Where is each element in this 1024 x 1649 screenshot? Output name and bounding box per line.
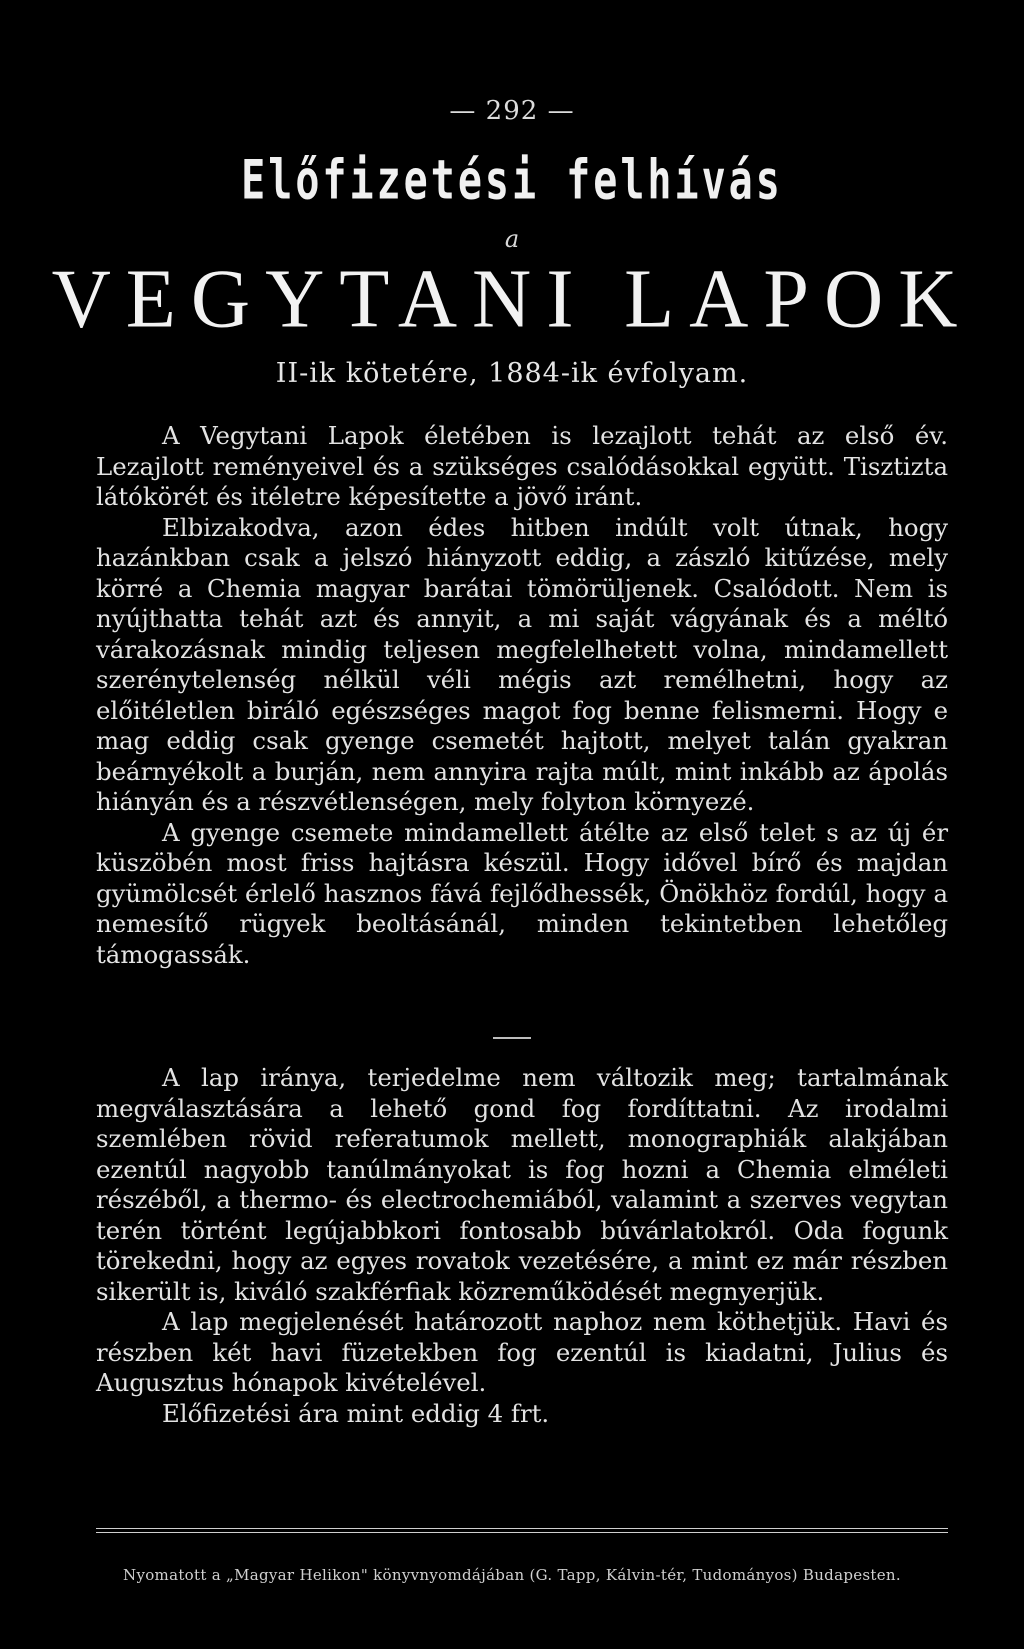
paragraph: A lap iránya, terjedelme nem változik meg; tartalmának megválasztására a lehető gond fog fordíttatni. Az irodalmi szemlében rövid referatumok mellett, monographiák alakjában ezentúl nagyobb tanúlmányokat is fog hozni a Chemia elméleti részéből, a thermo- és electrochemiából, valamint a szerves vegytan terén történt legújabbkori fontosabb búvárlatokról. Oda fogunk törekedni, hogy az egyes rovatok vezetésére, a mint ez már részben sikerült is, kiváló szakférfiak közreműködését megnyerjük. [96,1063,948,1306]
section-separator [493,1037,531,1039]
notice-title: Előfizetési felhívás [241,149,783,213]
paragraph: A Vegytani Lapok életében is lezajlott tehát az első év. Lezajlott reményeivel és a szükséges csalódásokkal együtt. Tisztizta látókörét és itéletre képesítette a jövő iránt. [96,421,948,511]
printer-imprint: Nyomatott a „Magyar Helikon" könyvnyomdájában (G. Tapp, Kálvin-tér, Tudományos) Budapesten. [123,1566,901,1584]
body-section-intro [96,421,948,970]
body-section-terms [96,1063,948,1429]
footer-rule [96,1528,948,1533]
paragraph: Előfizetési ára mint eddig 4 frt. [162,1398,550,1428]
paragraph: A lap megjelenését határozott naphoz nem köthetjük. Havi és részben két havi füzetekben fog ezentúl is kiadatni, Julius és Augusztus hónapok kivételével. [96,1307,948,1397]
paragraph: Elbizakodva, azon édes hitben indúlt volt útnak, hogy hazánkban csak a jelszó hiányzott eddig, a zászló kitűzése, mely körré a Chemia magyar barátai tömörüljenek. Csalódott. Nem is nyújthatta tehát azt és annyit, a mi saját vágyának és a méltó várakozásnak mindig teljesen megfelelhetett volna, mindamellett szerénytelenség nélkül véli mégis azt remélhetni, hogy az előitéletlen biráló egészséges magot fog benne felismerni. Hogy e mag eddig csak gyenge csemetét hajtott, melyet talán gyakran beárnyékolt a burján, nem annyira rajta múlt, mint inkább az ápolás hiányán és a részvétlenségen, mely folyton környezé. [96,512,948,816]
journal-title: VEGYTANI LAPOK [51,252,973,345]
page-number: — 292 — [449,96,575,126]
volume-subtitle: II-ik kötetére, 1884-ik évfolyam. [275,358,749,389]
paragraph: A gyenge csemete mindamellett átélte az első telet s az új ér küszöbén most friss hajtásra készül. Hogy idővel bírő és majdan gyümölcsét érlelő hasznos fává fejlődhessék, Önökhöz fordúl, hogy a nemesítő rügyek beoltásánál, minden tekintetben lehetőleg támogassák. [96,817,948,969]
heading-article: a [504,225,520,253]
